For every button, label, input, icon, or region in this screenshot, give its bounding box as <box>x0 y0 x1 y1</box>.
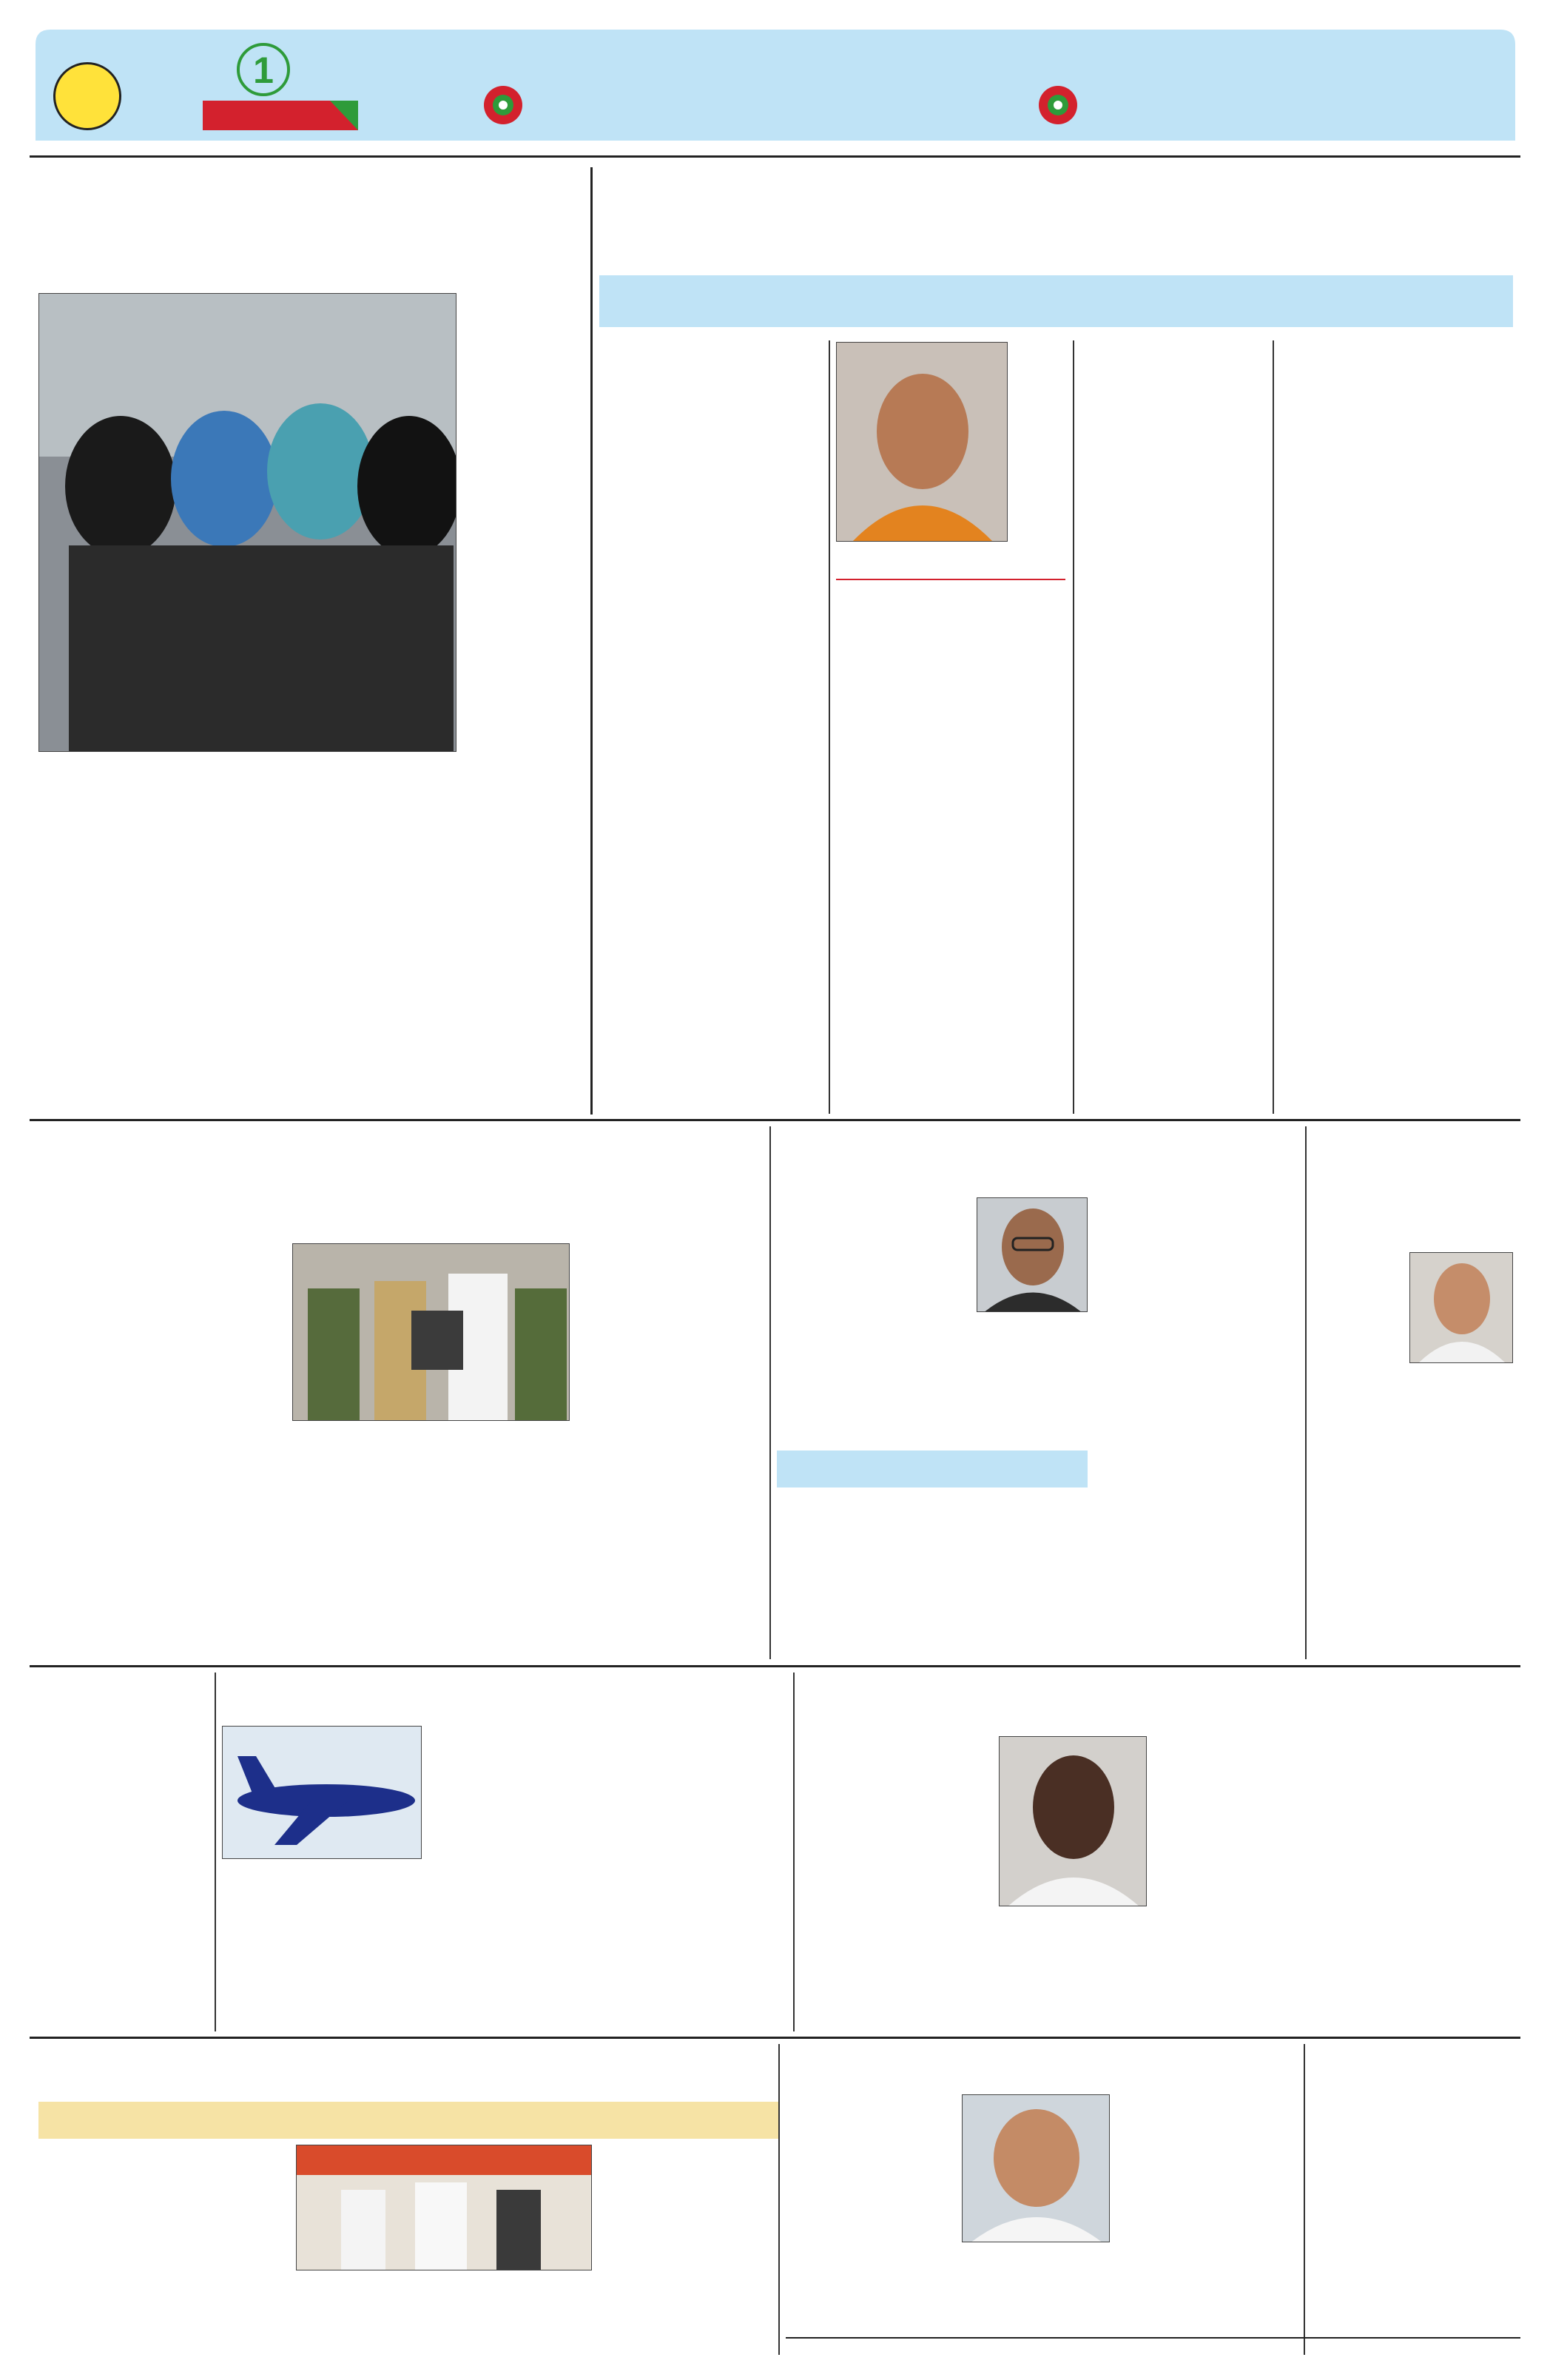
indigo-body-col1 <box>607 1748 786 2029</box>
gas-headline <box>1163 2220 1164 2221</box>
amit-shah-okha-photo <box>292 1243 570 1421</box>
chardham-dateline <box>1311 2137 1513 2157</box>
yoga-headline <box>38 2044 778 2096</box>
manoj-sinha-body-side <box>1313 1252 1404 1363</box>
narayanasamy-body-col3 <box>999 1911 1147 2029</box>
amit-shah-body-col3 <box>38 1243 285 1656</box>
yoga-dateline <box>599 2145 777 2164</box>
emblem-left-icon <box>481 83 525 127</box>
narayanasamy-body-col2 <box>1154 1736 1302 2032</box>
manoj-sinha-photo <box>1409 1252 1513 1363</box>
yoga-body-col3 <box>38 2145 290 2350</box>
uttarakhand-inset <box>836 551 1065 580</box>
indigo-plane-photo <box>222 1726 422 1859</box>
karnataka-body-col2 <box>229 758 407 1109</box>
amit-shah-dateline <box>577 1243 762 1263</box>
yogi-adityanath-photo <box>836 342 1008 542</box>
karnataka-subhead <box>38 253 582 286</box>
indigo-dateline <box>607 1727 784 1747</box>
paper-name <box>207 96 333 130</box>
manoj-sinha-body <box>1313 1369 1513 1658</box>
gadkari-body-col2 <box>962 2247 1110 2331</box>
karti-headline <box>777 1126 1298 1193</box>
indigo-body-col3 <box>222 1865 422 2029</box>
indigo-body-col2 <box>429 1727 601 2029</box>
karti-box-dateline <box>777 1493 1088 1513</box>
yoga-body-col1 <box>599 2165 778 2350</box>
masthead-rule <box>30 155 1520 158</box>
karti-dateline <box>1102 1200 1295 1220</box>
narayanasamy-photo <box>999 1736 1147 1906</box>
section-english <box>621 64 932 111</box>
narayanasamy-dateline <box>1332 1736 1513 1755</box>
gadkari-body-col1 <box>1117 2115 1296 2331</box>
karti-box-body <box>777 1514 1088 1658</box>
hijab-students-photo <box>38 293 456 752</box>
karti-body-col1 <box>1102 1221 1298 1658</box>
uttarakhand-body-col2 <box>1080 340 1265 1110</box>
yoga-subhead <box>38 2102 778 2139</box>
chardham-body <box>1311 2158 1513 2346</box>
karti-box-headline <box>777 1450 1088 1488</box>
uttarakhand-body-col4 <box>607 340 821 1110</box>
edition-line <box>200 130 377 148</box>
yoga-body-col2 <box>296 2275 592 2349</box>
karnataka-body-side <box>462 318 582 747</box>
uttarakhand-body-col1 <box>1280 363 1509 1110</box>
uttarakhand-subhead <box>599 275 1513 327</box>
drowning-dateline <box>38 1705 209 1724</box>
amit-shah-headline <box>38 1126 764 1186</box>
drowning-body <box>38 1726 209 2029</box>
karnataka-headline <box>38 167 582 241</box>
karnataka-body-col3 <box>38 758 222 1109</box>
amit-shah-subhead <box>38 1191 764 1233</box>
gadkari-headline <box>786 2044 1296 2088</box>
narayanasamy-headline <box>801 1673 1513 1732</box>
website[interactable] <box>621 117 932 144</box>
amit-shah-body-col1 <box>577 1264 762 1656</box>
gadkari-dateline <box>1110 2094 1295 2114</box>
uttarakhand-body-col3b <box>836 585 1065 1110</box>
uttarakhand-dateline <box>1347 339 1509 360</box>
gadkari-body-col3 <box>786 2094 956 2331</box>
manoj-sinha-dateline <box>1369 1228 1513 1248</box>
nitin-gadkari-photo <box>962 2094 1110 2242</box>
svg-text:1: 1 <box>253 50 274 91</box>
uttarakhand-headline <box>599 167 1513 256</box>
emblem-right-icon <box>1036 83 1080 127</box>
paper-tagline <box>281 77 363 95</box>
narayanasamy-body-col1 <box>1310 1757 1513 2028</box>
indigo-headline <box>222 1673 786 1717</box>
karnataka-body-col1 <box>414 758 581 1109</box>
karti-chidambaram-photo <box>977 1197 1088 1312</box>
drowning-headline <box>38 1673 209 1702</box>
amit-shah-body-col2 <box>292 1425 570 1656</box>
narayanasamy-body-col4 <box>801 1736 993 2029</box>
chardham-headline <box>1311 2044 1513 2133</box>
karnataka-dateline <box>462 296 582 317</box>
manoj-sinha-headline <box>1313 1126 1513 1223</box>
kovind-photo <box>296 2145 592 2270</box>
page-number-badge <box>53 62 121 130</box>
section-urdu <box>1199 65 1495 132</box>
